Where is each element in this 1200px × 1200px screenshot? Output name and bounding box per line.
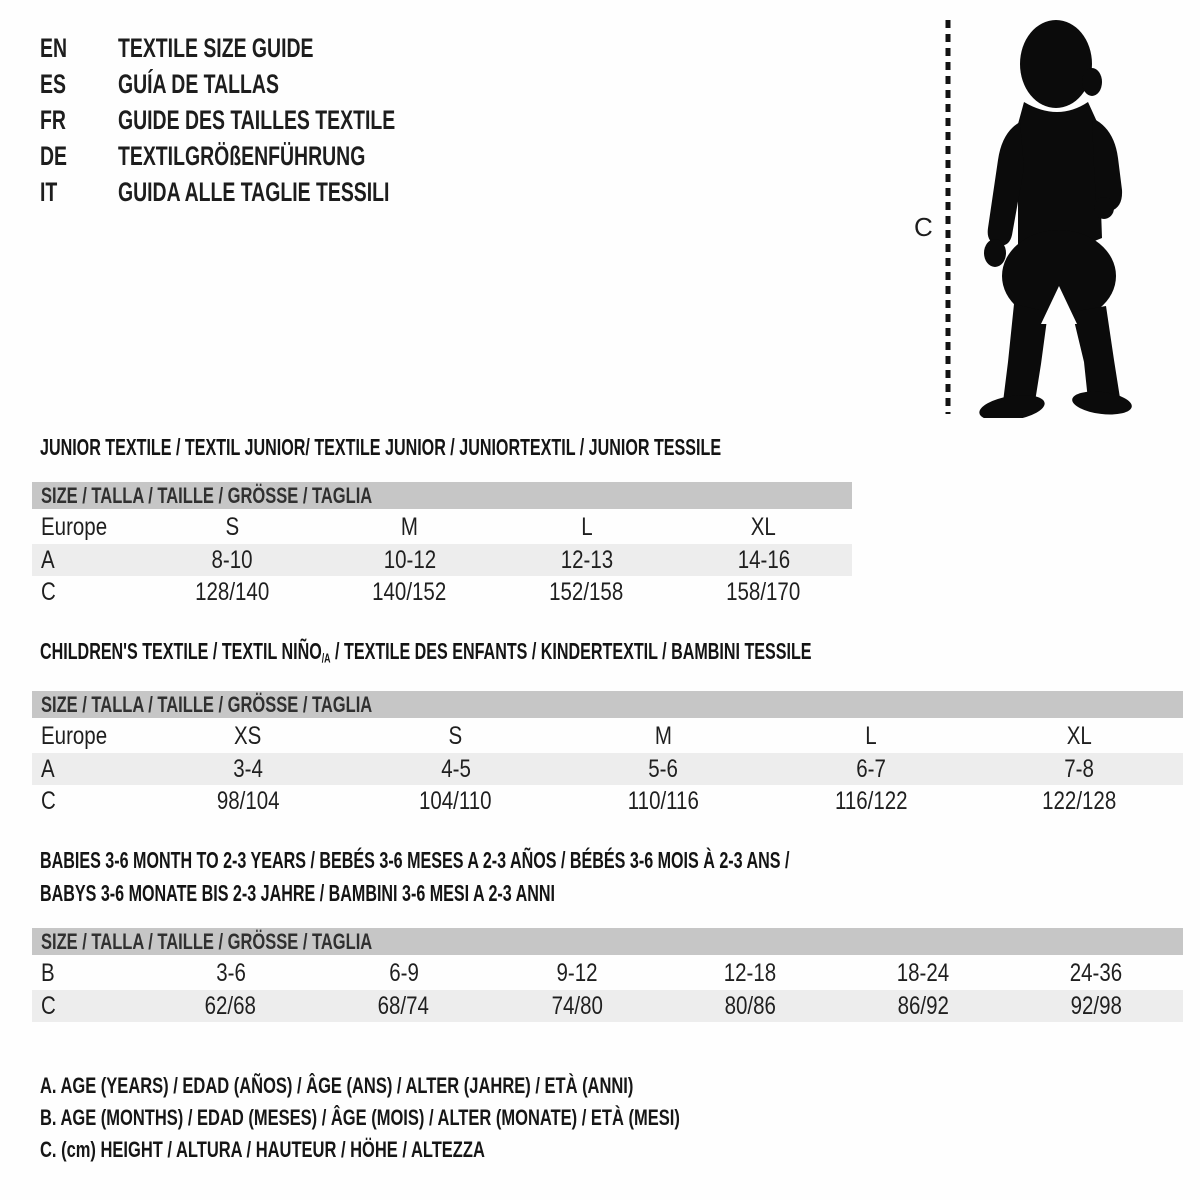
row-label: B [41,959,55,987]
babies-section-title: BABIES 3-6 MONTH TO 2-3 YEARS / BEBÉS 3-6 MESES A 2-3 AÑOS / BÉBÉS 3-6 MOIS À 2-3 ANS / BABYS 3-6 MONATE BIS 2-3 JAHRE / BAMBINI 3-6 MESI A 2-3 ANNI [40,847,790,906]
value-cell: 6-9 [388,959,419,987]
value-cell: 18-24 [896,959,950,987]
size-cell: XL [750,513,777,541]
language-code: EN [40,32,68,63]
children-section-title: CHILDREN'S TEXTILE / TEXTIL $NIÑO_{/A}$ / TEXTILE DES ENFANTS / KINDERTEXTIL / BAMBINI TESSILE [40,638,812,666]
height-row [32,785,1183,817]
dashed-height-line [942,16,954,418]
measurement-legend [40,1070,893,1166]
language-label: TEXTILGRÖßENFÜHRUNG [118,140,366,171]
value-cell: 152/158 [549,577,624,606]
height-row [32,990,1183,1022]
junior-size-table [32,482,852,608]
title-subscript: /A [321,651,331,666]
value-cell: 74/80 [490,990,663,1022]
size-cell: XS [234,722,262,750]
row-label: Europe [41,513,108,541]
value-cell: 140/152 [372,577,447,606]
months-row [32,957,1183,990]
value-cell: 9-12 [556,959,598,987]
height-measure-label: C [914,212,933,242]
size-cell: S [225,513,240,541]
value-cell: 3-4 [144,753,352,785]
toddler-silhouette-icon [968,18,1136,418]
language-code: IT [40,176,58,207]
language-label: TEXTILE SIZE GUIDE [118,32,314,63]
row-label: Europe [41,722,108,750]
age-row [32,753,1183,785]
size-cell: M [400,513,419,541]
language-row-it [40,174,503,210]
value-cell: 7-8 [975,753,1183,785]
language-row-en [40,30,503,66]
age-row [32,544,852,576]
children-size-table [32,691,1183,817]
table-header-bar: SIZE / TALLA / TAILLE / GRÖSSE / TAGLIA [32,928,1183,957]
value-cell: 116/122 [834,786,908,815]
value-cell: 62/68 [144,990,317,1022]
value-cell: 5-6 [560,753,768,785]
language-row-es [40,66,503,102]
value-cell: 128/140 [195,577,270,606]
legend-line-height: C. (cm) HEIGHT / ALTURA / HAUTEUR / HÖHE / ALTEZZA [40,1137,485,1162]
language-code: FR [40,104,66,135]
value-cell: 24-36 [1070,959,1123,987]
legend-line-age-months: B. AGE (MONTHS) / EDAD (MESES) / ÂGE (MOIS) / ALTER (MONATE) / ETÀ (MESI) [40,1105,680,1130]
row-label: C [41,577,56,606]
value-cell: 86/92 [837,990,1010,1022]
value-cell: 12-13 [498,544,675,576]
row-label: C [41,786,56,815]
size-row [32,720,1183,753]
value-cell: 158/170 [726,577,801,606]
row-label: C [32,990,144,1022]
language-label: GUIDA ALLE TAGLIE TESSILI [118,176,390,207]
value-cell: 3-6 [215,959,246,987]
value-cell: 92/98 [1010,990,1183,1022]
value-cell: 4-5 [352,753,560,785]
language-code: DE [40,140,68,171]
row-label: A [32,753,144,785]
size-row [32,511,852,544]
language-label: GUÍA DE TALLAS [118,68,279,99]
value-cell: 80/86 [663,990,836,1022]
value-cell: 68/74 [317,990,490,1022]
legend-line-age-years: A. AGE (YEARS) / EDAD (AÑOS) / ÂGE (ANS) / ALTER (JAHRE) / ETÀ (ANNI) [40,1073,634,1098]
value-cell: 8-10 [144,544,321,576]
size-cell: L [865,722,877,750]
value-cell: 10-12 [321,544,498,576]
size-cell: M [654,722,673,750]
table-header-bar: SIZE / TALLA / TAILLE / GRÖSSE / TAGLIA [32,691,1183,720]
value-cell: 104/110 [419,786,492,815]
language-code: ES [40,68,66,99]
size-cell: XL [1066,722,1092,750]
language-row-fr [40,102,503,138]
row-label: A [32,544,144,576]
height-row [32,576,852,608]
value-cell: 122/128 [1042,786,1117,815]
language-list [40,30,503,210]
value-cell: 6-7 [767,753,975,785]
size-cell: S [448,722,463,750]
size-cell: L [580,513,593,541]
table-header-bar: SIZE / TALLA / TAILLE / GRÖSSE / TAGLIA [32,482,852,511]
language-label: GUIDE DES TAILLES TEXTILE [118,104,396,135]
value-cell: 14-16 [675,544,852,576]
babies-size-table [32,928,1183,1022]
language-row-de [40,138,503,174]
value-cell: 110/116 [627,786,700,815]
value-cell: 12-18 [723,959,777,987]
junior-section-title: JUNIOR TEXTILE / TEXTIL JUNIOR/ TEXTILE JUNIOR / JUNIORTEXTIL / JUNIOR TESSILE [40,434,722,460]
value-cell: 98/104 [216,786,280,815]
